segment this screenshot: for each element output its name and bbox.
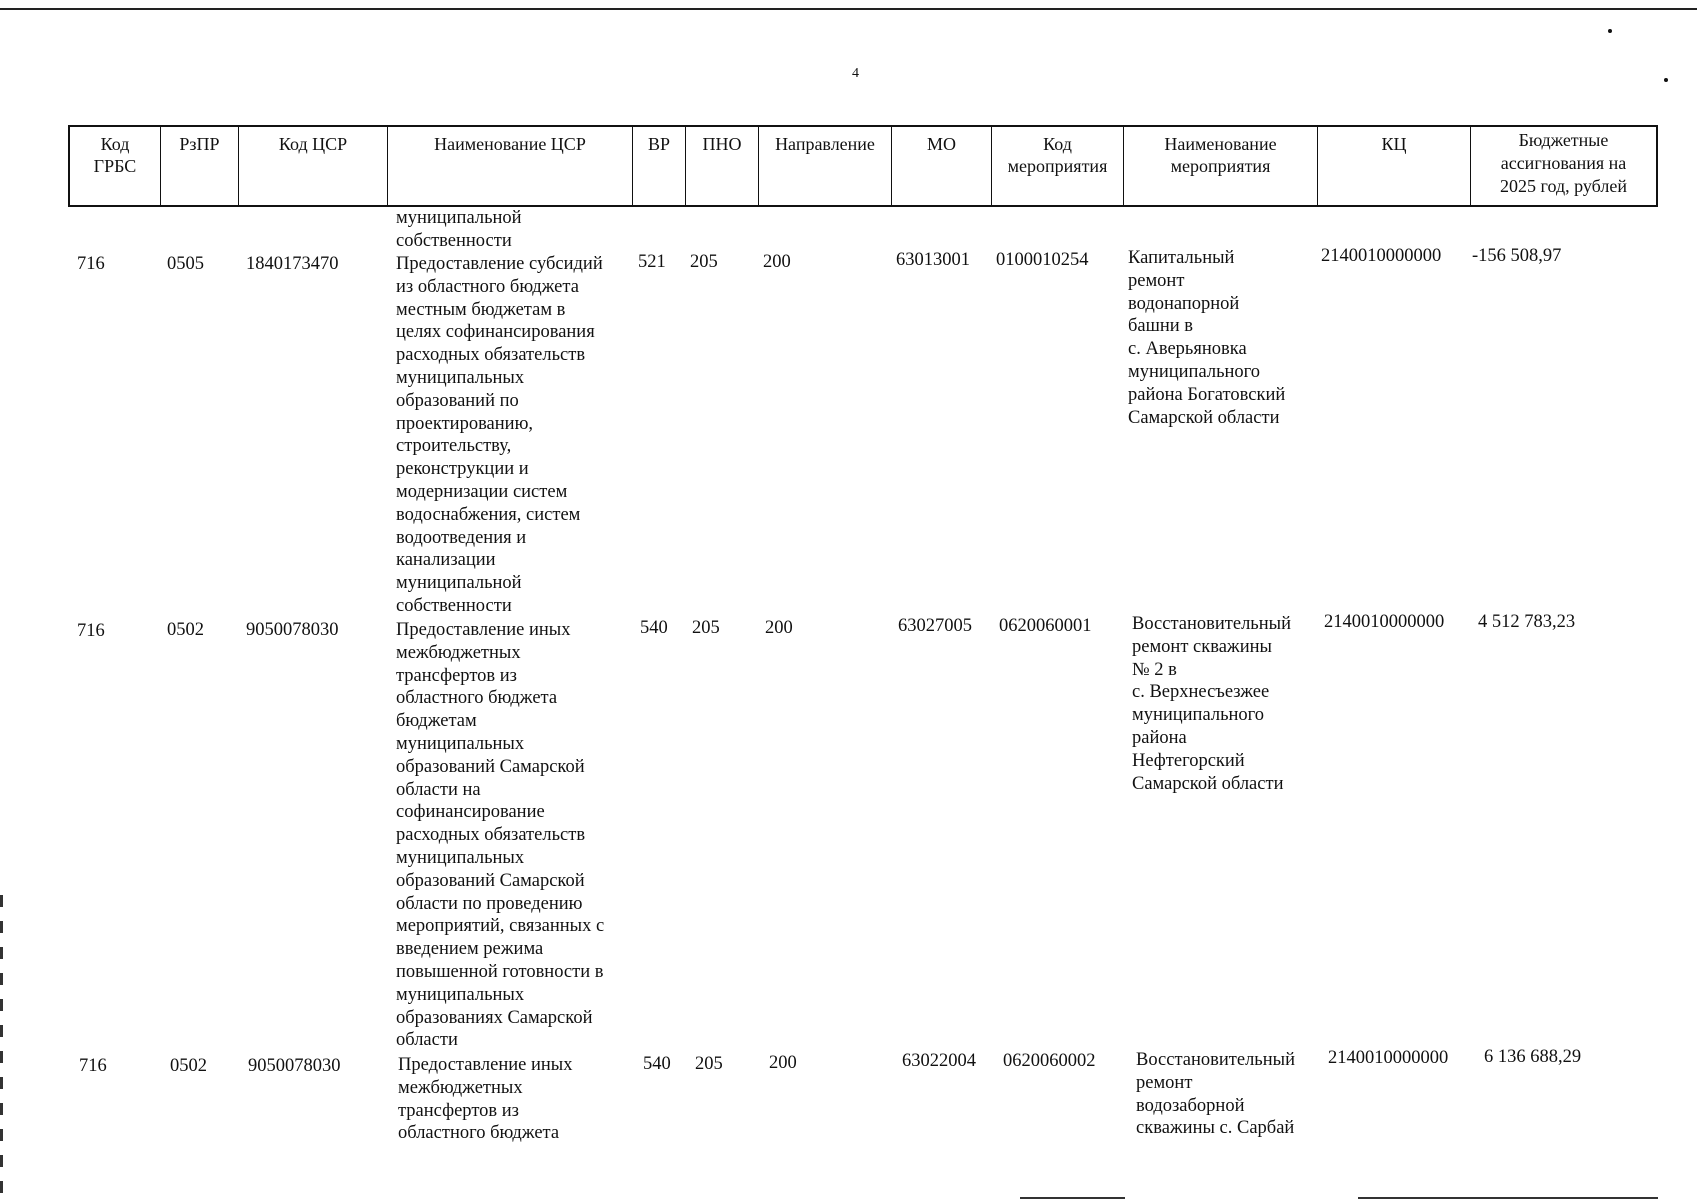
cell-pno: 205 <box>695 1054 723 1074</box>
cell-pno: 205 <box>692 618 720 638</box>
cell-rzpr: 0505 <box>167 254 204 274</box>
cell-event-name: Восстановительный ремонт скважины № 2 в с. Верхнесъезжее муниципального района Нефтегорский Самарской области <box>1132 614 1291 794</box>
scan-edge-marks <box>0 895 3 1200</box>
cell-kc: 2140010000000 <box>1324 612 1445 632</box>
header-budget-2025: Бюджетные ассигнования на 2025 год, рублей <box>1500 130 1627 196</box>
page-number: 4 <box>852 66 859 81</box>
header-mo: МО <box>892 127 992 205</box>
cell-vr: 540 <box>643 1054 671 1074</box>
cell-mo: 63027005 <box>898 616 972 636</box>
cell-direction: 200 <box>769 1053 797 1073</box>
cell-amount: 4 512 783,23 <box>1478 612 1576 632</box>
header-rzpr: РзПР <box>161 127 239 205</box>
cell-event-code: 0100010254 <box>996 250 1089 270</box>
cell-amount: -156 508,97 <box>1472 246 1562 266</box>
header-kod-csr: Код ЦСР <box>239 127 388 205</box>
cell-direction: 200 <box>765 618 793 638</box>
cell-csr: 9050078030 <box>248 1056 341 1076</box>
table-header <box>68 125 1658 207</box>
header-kod-grbs: Код ГРБС <box>70 127 161 205</box>
cell-csr-name: Предоставление иных межбюджетных трансфертов из областного бюджета бюджетам муниципальных образований Самарской области на софинансирование расходных обязательств муниципальных образований Самарской области по проведению мероприятий, связанных с введением режима повышенной готовности в муниципальных образованиях Самарской области <box>396 620 605 1051</box>
scan-border-top <box>0 8 1697 10</box>
scan-border-bottom <box>1020 1197 1125 1199</box>
scan-border-bottom <box>1358 1197 1658 1199</box>
cell-mo: 63013001 <box>896 250 970 270</box>
cell-pno: 205 <box>690 252 718 272</box>
cell-csr: 9050078030 <box>246 620 339 640</box>
cell-csr-name: Предоставление субсидий из областного бюджета местным бюджетам в целях софинансирования расходных обязательств муниципальных образований по проектированию, строительству, реконструкции и модернизации систем водоснабжения, систем водоотведения и канализации муниципальной собственности <box>396 254 603 616</box>
cell-vr: 540 <box>640 618 668 638</box>
cell-kc: 2140010000000 <box>1328 1048 1449 1068</box>
cell-kc: 2140010000000 <box>1321 246 1442 266</box>
cell-event-name: Капитальный ремонт водонапорной башни в с. Аверьяновка муниципального района Богатовский Самарской области <box>1128 248 1286 428</box>
cell-event-code: 0620060001 <box>999 616 1092 636</box>
cell-amount: 6 136 688,29 <box>1484 1047 1582 1067</box>
cell-grbs: 716 <box>79 1056 107 1076</box>
cell-event-name: Восстановительный ремонт водозаборной скважины с. Сарбай <box>1136 1050 1295 1139</box>
header-event-name: Наименование мероприятия <box>1124 127 1318 205</box>
cell-rzpr: 0502 <box>167 620 204 640</box>
scan-speck <box>1664 78 1668 82</box>
header-pno: ПНО <box>686 127 759 205</box>
cell-mo: 63022004 <box>902 1051 976 1071</box>
header-vr: ВР <box>633 127 686 205</box>
header-name-csr: Наименование ЦСР <box>388 127 633 205</box>
cell-grbs: 716 <box>77 254 105 274</box>
cell-rzpr: 0502 <box>170 1056 207 1076</box>
header-direction: Направление <box>759 127 892 205</box>
cell-event-code: 0620060002 <box>1003 1051 1096 1071</box>
cell-grbs: 716 <box>77 621 105 641</box>
header-kc: КЦ <box>1318 127 1471 205</box>
cell-csr: 1840173470 <box>246 254 339 274</box>
cell-csr-name: Предоставление иных межбюджетных трансфертов из областного бюджета <box>398 1055 573 1144</box>
cell-vr: 521 <box>638 252 666 272</box>
scan-speck <box>1608 29 1612 33</box>
carryover-text: муниципальной собственности <box>396 208 522 251</box>
cell-direction: 200 <box>763 252 791 272</box>
header-event-code: Код мероприятия <box>992 127 1124 205</box>
